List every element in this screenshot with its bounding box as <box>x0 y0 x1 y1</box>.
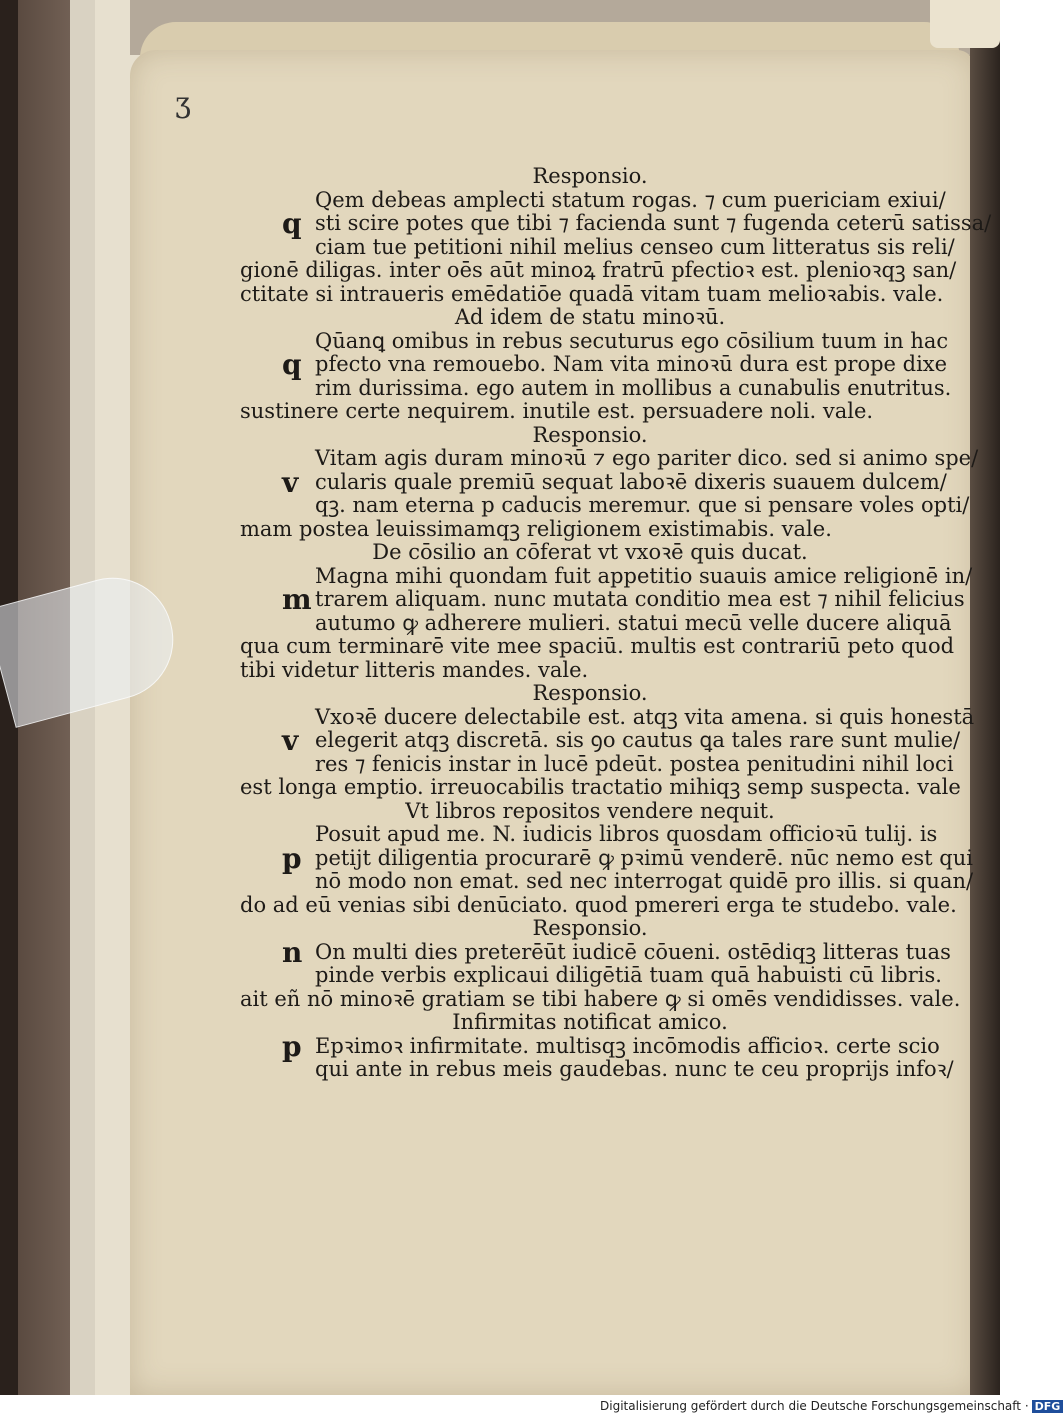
text-line: gionē diligas. inter oēs aūt minoꝝ fratrū pfectioꝛ est. plenioꝛqꝫ san/ <box>240 258 957 282</box>
text-line <box>240 724 961 757</box>
dfg-logo: DFG <box>1032 1400 1063 1413</box>
text-line <box>240 348 948 381</box>
page-signature-mark: ʒ <box>175 86 191 119</box>
section-heading: Responsio. <box>532 681 648 705</box>
text-line <box>240 465 947 499</box>
text-line: Qūanꝗ omibus in rebus secuturus ego cōsilium tuum in hac <box>315 328 949 353</box>
text-line: Posuit apud me. N. iudicis libros quosdam officioꝛū tulij. is <box>315 822 938 846</box>
book-gutter <box>970 40 1000 1395</box>
text-line-content: Epꝛimoꝛ infirmitate. multisqꝫ incōmodis afficioꝛ. certe scio <box>315 1033 940 1058</box>
bookmark-strip <box>930 0 1000 48</box>
text-line: sustinere certe nequirem. inutile est. persuadere noli. vale. <box>240 399 874 423</box>
text-line: Vitam agis duram minoꝛū ⁊ ego pariter dico. sed si animo spe/ <box>315 446 979 470</box>
text-line <box>240 207 992 240</box>
guide-letter: v <box>282 465 299 499</box>
text-line: rim durissima. ego autem in mollibus a cunabulis enutritus. <box>315 375 952 400</box>
text-line-content: trarem aliquam. nunc mutata conditio mea est ⁊ nihil felicius <box>315 587 965 611</box>
guide-letter: q <box>282 207 302 240</box>
text-line: res ⁊ fenicis instar in lucē pdeūt. postea penitudini nihil loci <box>315 751 954 776</box>
guide-letter: m <box>282 583 312 616</box>
guide-letter: n <box>282 935 303 969</box>
section-heading: Infirmitas notificat amico. <box>452 1010 728 1034</box>
text-line: qꝫ. nam eterna p caducis meremur. que si pensare voles opti/ <box>315 493 970 517</box>
text-line: mam postea leuissimamqꝫ religionem existimabis. vale. <box>240 516 832 541</box>
text-line <box>240 841 973 875</box>
text-line-content: sti scire potes que tibi ⁊ facienda sunt ⁊ fugenda ceterū satissa/ <box>315 211 992 235</box>
text-line <box>240 935 951 969</box>
text-line-content: elegerit atqꝫ discretā. sis ꝯo cautus ꝗa tales rare sunt mulie/ <box>315 728 961 752</box>
guide-letter: p <box>282 841 302 875</box>
text-line: tibi videtur litteris mandes. vale. <box>240 657 589 682</box>
text-line <box>240 1029 940 1063</box>
section-heading: Responsio. <box>532 164 648 188</box>
text-line: pinde verbis explicaui diligētiā tuam quā habuisti cū libris. <box>315 963 942 987</box>
text-line-content: pfecto vna remouebo. Nam vita minoꝛū dura est prope dixe <box>315 352 948 376</box>
text-line: nō modo non emat. sed nec interrogat quidē pro illis. si quan/ <box>315 869 974 893</box>
text-line: Qem debeas amplecti statum rogas. ⁊ cum puericiam exiui/ <box>315 187 946 212</box>
text-line: ctitate si intraueris emēdatiōe quadā vitam tuam melioꝛabis. vale. <box>240 281 944 306</box>
page-text-block <box>240 164 992 1082</box>
guide-letter: p <box>282 1029 302 1063</box>
section-heading: Vt libros repositos vendere nequit. <box>405 798 775 823</box>
text-line: qua cum terminarē vite mee spaciū. multis est contrariū peto quod <box>240 634 955 658</box>
text-line-content: On multi dies preterēūt iudicē cōueni. ostēdiqꝫ litteras tuas <box>315 939 951 964</box>
text-line <box>240 583 965 616</box>
section-heading: Responsio. <box>532 422 648 447</box>
text-line: ait eñ nō minoꝛē gratiam se tibi habere ꝙ si omēs vendidisses. vale. <box>240 986 961 1011</box>
footer-text: Digitalisierung gefördert durch die Deutsche Forschungsgemeinschaft · <box>600 1399 1029 1413</box>
guide-letter: q <box>282 348 302 381</box>
section-heading: Responsio. <box>532 916 648 940</box>
text-line: Magna mihi quondam fuit appetitio suauis amice religionē in/ <box>315 563 973 588</box>
text-line: Vxoꝛē ducere delectabile est. atqꝫ vita amena. si quis honestā <box>315 704 975 729</box>
text-line: est longa emptio. irreuocabilis tractatio mihiqꝫ semp suspecta. vale <box>240 775 961 799</box>
text-line: do ad eū venias sibi denūciato. quod pmereri erga te studebo. vale. <box>240 892 957 917</box>
section-heading: Ad idem de statu minoꝛū. <box>454 305 726 329</box>
section-heading: De cōsilio an cōferat vt vxoꝛē quis ducat. <box>372 540 808 564</box>
text-line: autumo ꝙ adherere mulieri. statui mecū velle ducere aliquā <box>315 610 952 635</box>
text-line: qui ante in rebus meis gaudebas. nunc te ceu proprijs infoꝛ/ <box>315 1057 954 1081</box>
text-line-content: petijt diligentia procurarē ꝙ pꝛimū venderē. nūc nemo est qui <box>315 845 973 870</box>
text-line-content: cularis quale premiū sequat laboꝛē dixeris suauem dulcem/ <box>315 469 947 494</box>
text-line: ciam tue petitioni nihil melius censeo cum litteratus sis reli/ <box>315 234 955 259</box>
footer-credit <box>600 1399 1061 1419</box>
guide-letter: v <box>282 724 299 757</box>
